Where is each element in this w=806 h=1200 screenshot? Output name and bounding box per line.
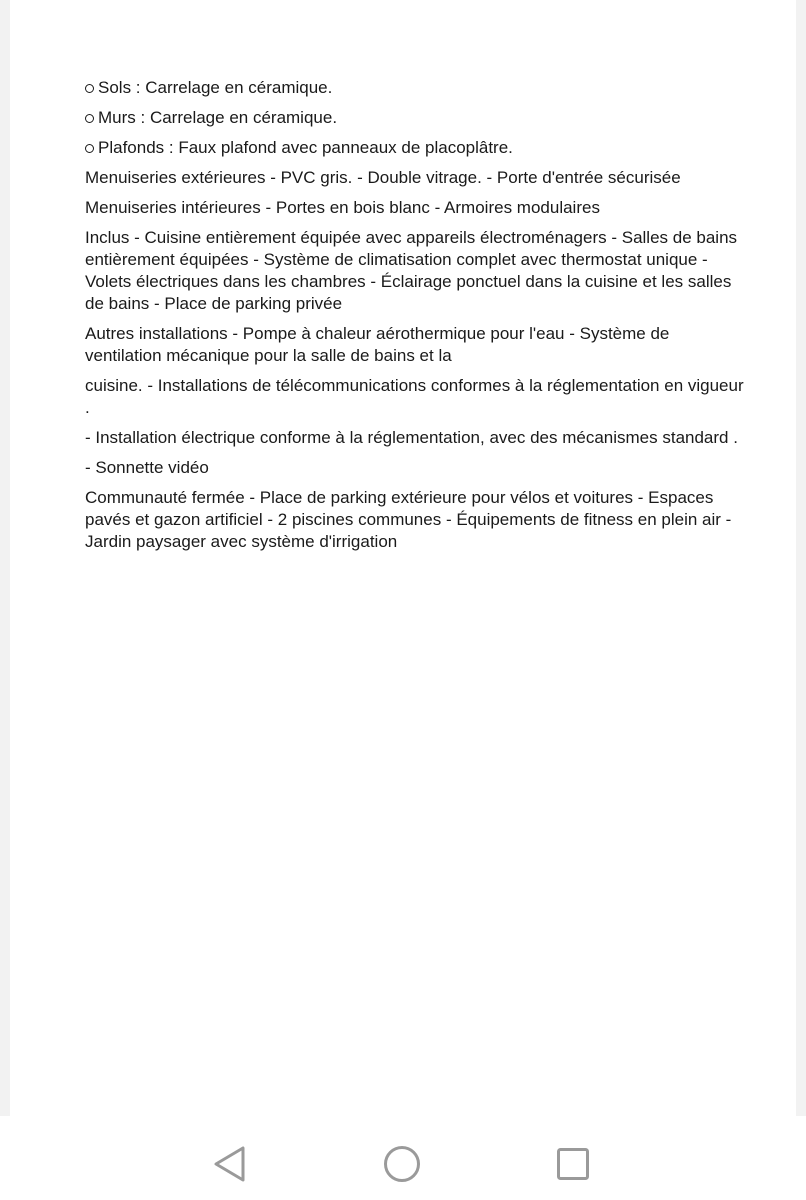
paragraph-community: Communauté fermée - Place de parking extérieure pour vélos et voitures - Espaces pavés et gazon artificiel - 2 piscines communes - Équipements de fitness en plein air - Jardin paysager avec système d'irrigation: [85, 488, 732, 551]
list-item: [85, 107, 745, 129]
system-navigation-bar: [0, 1116, 806, 1200]
back-triangle-icon: [210, 1144, 250, 1184]
list-item-text: Sols : Carrelage en céramique.: [98, 78, 333, 97]
circle-bullet-icon: [85, 144, 94, 153]
paragraph-other-installations: Autres installations - Pompe à chaleur aérothermique pour l'eau - Système de ventilation mécanique pour la salle de bains et la: [85, 324, 670, 365]
paragraph-included: Inclus - Cuisine entièrement équipée avec appareils électroménagers - Salles de bains entièrement équipées - Système de climatisation complet avec thermostat unique - Volets électriques dans les chambres - Éclairage ponctuel dans la cuisine et les salles de bains - Place de parking privée: [85, 228, 738, 313]
paragraph-interior-joinery: Menuiseries intérieures - Portes en bois blanc - Armoires modulaires: [85, 198, 600, 217]
document-page: [10, 0, 796, 1116]
list-item: [85, 77, 745, 99]
list-item-text: Plafonds : Faux plafond avec panneaux de placoplâtre.: [98, 138, 513, 157]
recent-apps-square-icon: [553, 1144, 593, 1184]
paragraph-exterior-joinery: Menuiseries extérieures - PVC gris. - Double vitrage. - Porte d'entrée sécurisée: [85, 168, 681, 187]
recent-apps-button[interactable]: [549, 1140, 597, 1188]
paragraph-telecom: cuisine. - Installations de télécommunications conformes à la réglementation en vigueur .: [85, 376, 744, 417]
document-content: [85, 77, 745, 561]
list-item-text: Murs : Carrelage en céramique.: [98, 108, 338, 127]
paragraph-electrical: - Installation électrique conforme à la réglementation, avec des mécanismes standard .: [85, 428, 738, 447]
circle-bullet-icon: [85, 114, 94, 123]
list-item: [85, 137, 745, 159]
paragraph-doorbell: - Sonnette vidéo: [85, 458, 209, 477]
home-button[interactable]: [378, 1140, 426, 1188]
home-circle-icon: [382, 1144, 422, 1184]
circle-bullet-icon: [85, 84, 94, 93]
back-button[interactable]: [206, 1140, 254, 1188]
